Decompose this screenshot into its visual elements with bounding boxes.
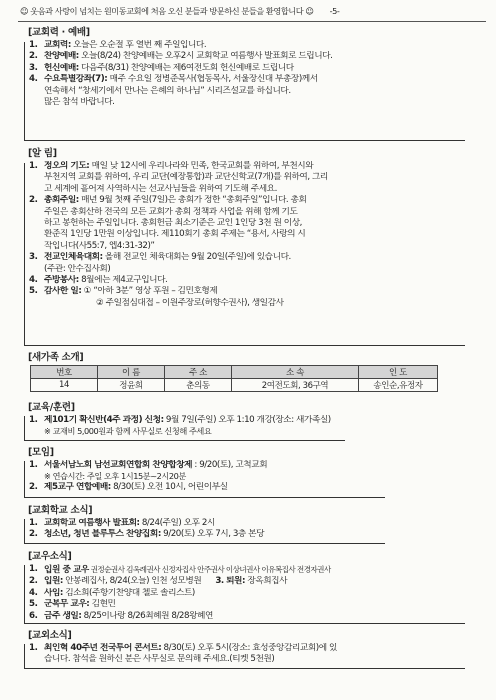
page-number: -5- [329, 6, 340, 16]
worship-item-4: 4. 수요특별강좌(7): 매주 수요일 정병준목사(협동목사, 서울장신대 부총장)께서 [29, 74, 318, 85]
newcomer-table-header [31, 366, 438, 379]
news-bracket [24, 163, 465, 346]
news-title: [알 림] [28, 148, 57, 159]
cell-affiliation: 2여전도회, 36구역 [232, 379, 359, 392]
worship-bracket [24, 42, 465, 141]
meeting-item-1: 1. 서울서남노회 남선교회연합회 찬양합창제 : 9/20(토), 고척교회 [29, 460, 268, 470]
worship-title: [교회력 · 예배] [28, 27, 90, 38]
education-bracket [24, 416, 345, 441]
meeting-bracket [24, 461, 385, 498]
cell-number: 14 [31, 379, 98, 392]
members-item-6: 6. 금주 생일: 8/25이나랑 8/26최혜원 8/28왕혜연 [29, 610, 213, 621]
header-address: 주 소 [165, 366, 232, 379]
members-bracket [24, 565, 465, 624]
education-item-1: 1. 제101기 확신반(4주 과정) 신청: 9월 7일(주일) 오후 1:10 개강(장소: 새가족실) [29, 415, 331, 425]
news-item-2-cont3: 환준직 1인당 1만원 이상입니다. 제110회기 총회 주제는 “용서, 사랑의 시 [44, 229, 306, 240]
header-name: 이 름 [98, 366, 165, 379]
school-item-1: 1. 교회학교 여름행사 발표회: 8/24(주일) 오후 2시 [29, 518, 215, 528]
worship-item-3: 3. 헌신예배: 다음주(8/31) 찬양예배는 제6여전도회 헌신예배로 드립니다 [29, 62, 294, 73]
news-item-3: 3. 전교인체육대회: 올해 전교인 체육대회는 9월 20일(주일)에 있습니다. [29, 252, 291, 263]
worship-item-2: 2. 찬양예배: 오늘(8/24) 찬양예배는 오후2시 교회학교 여름행사 발표회로 드립니다. [29, 51, 333, 62]
education-title: [교육/훈련] [28, 402, 75, 413]
news-item-2-cont1: 주일은 총회산하 전국의 모든 교회가 총회 정책과 사업을 위해 함께 기도 [44, 206, 298, 217]
page-header [20, 6, 482, 20]
newcomer-table [30, 365, 438, 392]
outside-item-1-cont1: 습니다. 참석을 원하신 분은 사무실로 문의해 주세요.(티켓 5천원) [44, 654, 275, 665]
table-row [31, 379, 438, 392]
outside-item-1: 1. 최인혁 40주년 전국투어 콘서트: 8/30(토) 오후 5시(장소: 효성중앙감리교회)에 있 [29, 643, 337, 653]
welcome-line: ☺ 웃음과 사랑이 넘치는 원미동교회에 처음 오신 분들과 방문하신 분들을 환영합니다 ☺ [20, 6, 314, 16]
meeting-item-2: 2. 제5교구 연합예배: 8/30(토) 오전 10시, 어린이부실 [29, 482, 228, 493]
cell-address: 춘의동 [165, 379, 232, 392]
news-item-1: 1. 정오의 기도: 매일 낮 12시에 우리나라와 민족, 한국교회를 위하여, 부천시와 [29, 161, 314, 171]
education-note: ※ 교재비 5,000원과 함께 사무실로 신청해 주세요 [44, 426, 212, 437]
cell-guide: 송인순,유정자 [359, 379, 438, 392]
meeting-note: ※ 연습시간: 주일 오후 1시15분~2시20분 [44, 471, 186, 482]
news-item-3-cont1: (주관: 안수집사회) [44, 263, 111, 274]
header-number: 번호 [31, 366, 98, 379]
newcomer-section [28, 352, 484, 392]
header-rule [18, 21, 486, 22]
worship-item-4-cont2: 많은 참석 바랍니다. [44, 97, 115, 108]
news-item-2-cont4: 작입니다(사55:7, 엡4:31-32)” [44, 240, 155, 251]
members-title: [교우소식] [28, 551, 72, 562]
members-item-3: 3. 퇴원: 장옥희집사 [215, 576, 288, 587]
meeting-title: [모임] [28, 447, 54, 458]
news-item-2: 2. 총회주일: 매년 9월 첫째 주일(7일)은 총회가 정한 “총회주일”입니다. 총회 [29, 195, 307, 206]
members-item-5: 5. 군복무 교우: 김현민 [29, 599, 116, 610]
members-item-1: 1. 입원 중 교우 권정순권사 김옥례권사 신정자집사 안주권사 이상녀권사 이유복집사 전경자권사 [29, 564, 331, 575]
header-guide: 인 도 [359, 366, 438, 379]
news-item-5-cont1: ② 주일점심대접 – 이원주장로(허향수권사), 생일감사 [96, 297, 284, 308]
news-item-1-cont2: 고 세계에 흩어져 사역하시는 선교사님들을 위하여 기도해 주세요. [44, 183, 277, 194]
news-item-5: 5. 감사한 일: ① “아하 3분” 영상 후원 – 김민호형제 [29, 286, 218, 297]
worship-item-1: 1. 교회력: 오늘은 오순절 후 열번 째 주일입니다. [29, 40, 207, 50]
outside-title: [교외소식] [28, 630, 72, 641]
newcomer-title: [새가족 소개] [28, 352, 84, 363]
school-title: [교회학교 소식] [28, 505, 93, 516]
school-bracket [24, 519, 385, 544]
outside-bracket [24, 644, 465, 669]
news-item-1-cont1: 부천지역 교회를 위하여, 우리 교단(예장통합)과 교단신학교(7개)를 위하여, 그리 [44, 172, 328, 183]
members-item-2: 2. 입원: 안봉례집사, 8/24(오늘) 인천 성모병원 3. 퇴원: 장옥희집사 [29, 576, 288, 587]
news-item-4: 4. 주방봉사: 8월에는 제4교구입니다. [29, 275, 168, 286]
header-affiliation: 소 속 [232, 366, 359, 379]
members-item-4: 4. 사임: 김소희(주항기찬양대 첼로 솔리스트) [29, 587, 195, 598]
news-item-2-cont2: 하고 봉헌하는 주일입니다. 총회헌금 최소기준은 교인 1인당 3천 원 이상, [44, 218, 302, 229]
school-item-2: 2. 청소년, 청년 블루투스 찬양집회: 9/20(토) 오후 7시, 3층 본당 [29, 529, 265, 540]
cell-name: 정윤희 [98, 379, 165, 392]
worship-item-4-cont1: 연속해서 “창세기에서 만나는 은혜의 하나님” 시리즈설교를 하십니다. [44, 85, 291, 96]
